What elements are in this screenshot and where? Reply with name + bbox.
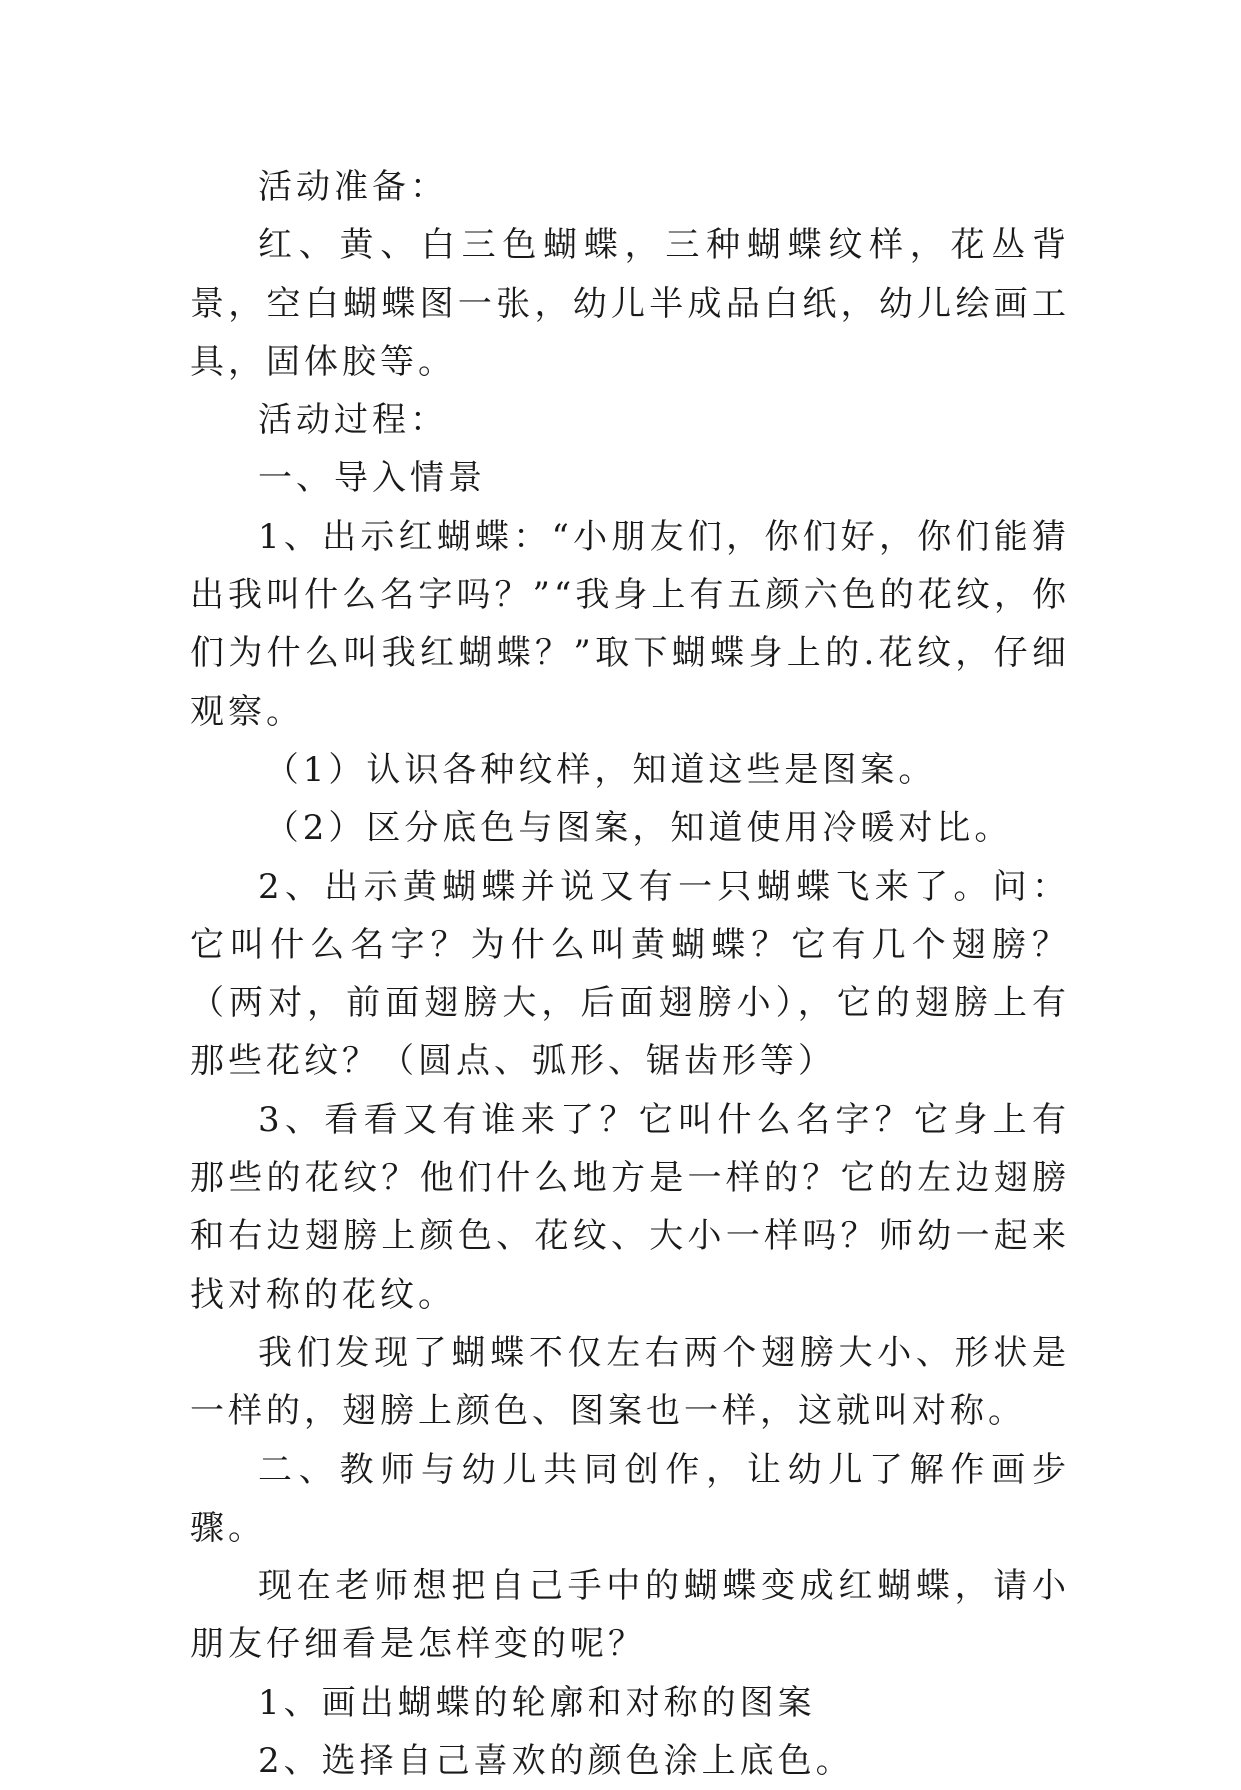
paragraph-section-one: 一、导入情景 xyxy=(258,458,486,499)
paragraph-preparation-heading: 活动准备： xyxy=(258,167,448,207)
paragraph-teacher-demo: 现在老师想把自己手中的蝴蝶变成红蝴蝶，请小朋友仔细看是怎样变的呢？ xyxy=(190,1566,1070,1665)
paragraph-red-butterfly: 1、出示红蝴蝶：“小朋友们，你们好，你们能猜出我叫什么名字吗？”“我身上有五颜六色的花纹，你们为什么叫我红蝴蝶？”取下蝴蝶身上的.花纹，仔细观察。 xyxy=(190,516,1070,732)
paragraph-sub-item-2: （2）区分底色与图案，知道使用冷暖对比。 xyxy=(264,808,1013,849)
paragraph-process-heading: 活动过程： xyxy=(258,400,448,441)
document-body xyxy=(190,158,1070,1790)
paragraph-materials: 红、黄、白三色蝴蝶，三种蝴蝶纹样，花丛背景，空白蝴蝶图一张，幼儿半成品白纸，幼儿绘画工具，固体胶等。 xyxy=(190,225,1070,382)
paragraph-step-1: 1、画出蝴蝶的轮廓和对称的图案 xyxy=(258,1682,816,1723)
paragraph-sub-item-1: （1）认识各种纹样，知道这些是图案。 xyxy=(264,749,937,790)
paragraph-yellow-butterfly: 2、出示黄蝴蝶并说又有一只蝴蝶飞来了。问：它叫什么名字？为什么叫黄蝴蝶？它有几个翅膀？（两对，前面翅膀大，后面翅膀小），它的翅膀上有那些花纹？（圆点、弧形、锯齿形等） xyxy=(190,866,1070,1082)
paragraph-step-2: 2、选择自己喜欢的颜色涂上底色。 xyxy=(258,1741,854,1782)
paragraph-section-two: 二、教师与幼儿共同创作，让幼儿了解作画步骤。 xyxy=(190,1449,1070,1548)
paragraph-third-butterfly: 3、看看又有谁来了？它叫什么名字？它身上有那些的花纹？他们什么地方是一样的？它的左边翅膀和右边翅膀上颜色、花纹、大小一样吗？师幼一起来找对称的花纹。 xyxy=(190,1099,1070,1315)
paragraph-symmetry: 我们发现了蝴蝶不仅左右两个翅膀大小、形状是一样的，翅膀上颜色、图案也一样，这就叫对称。 xyxy=(190,1332,1070,1432)
